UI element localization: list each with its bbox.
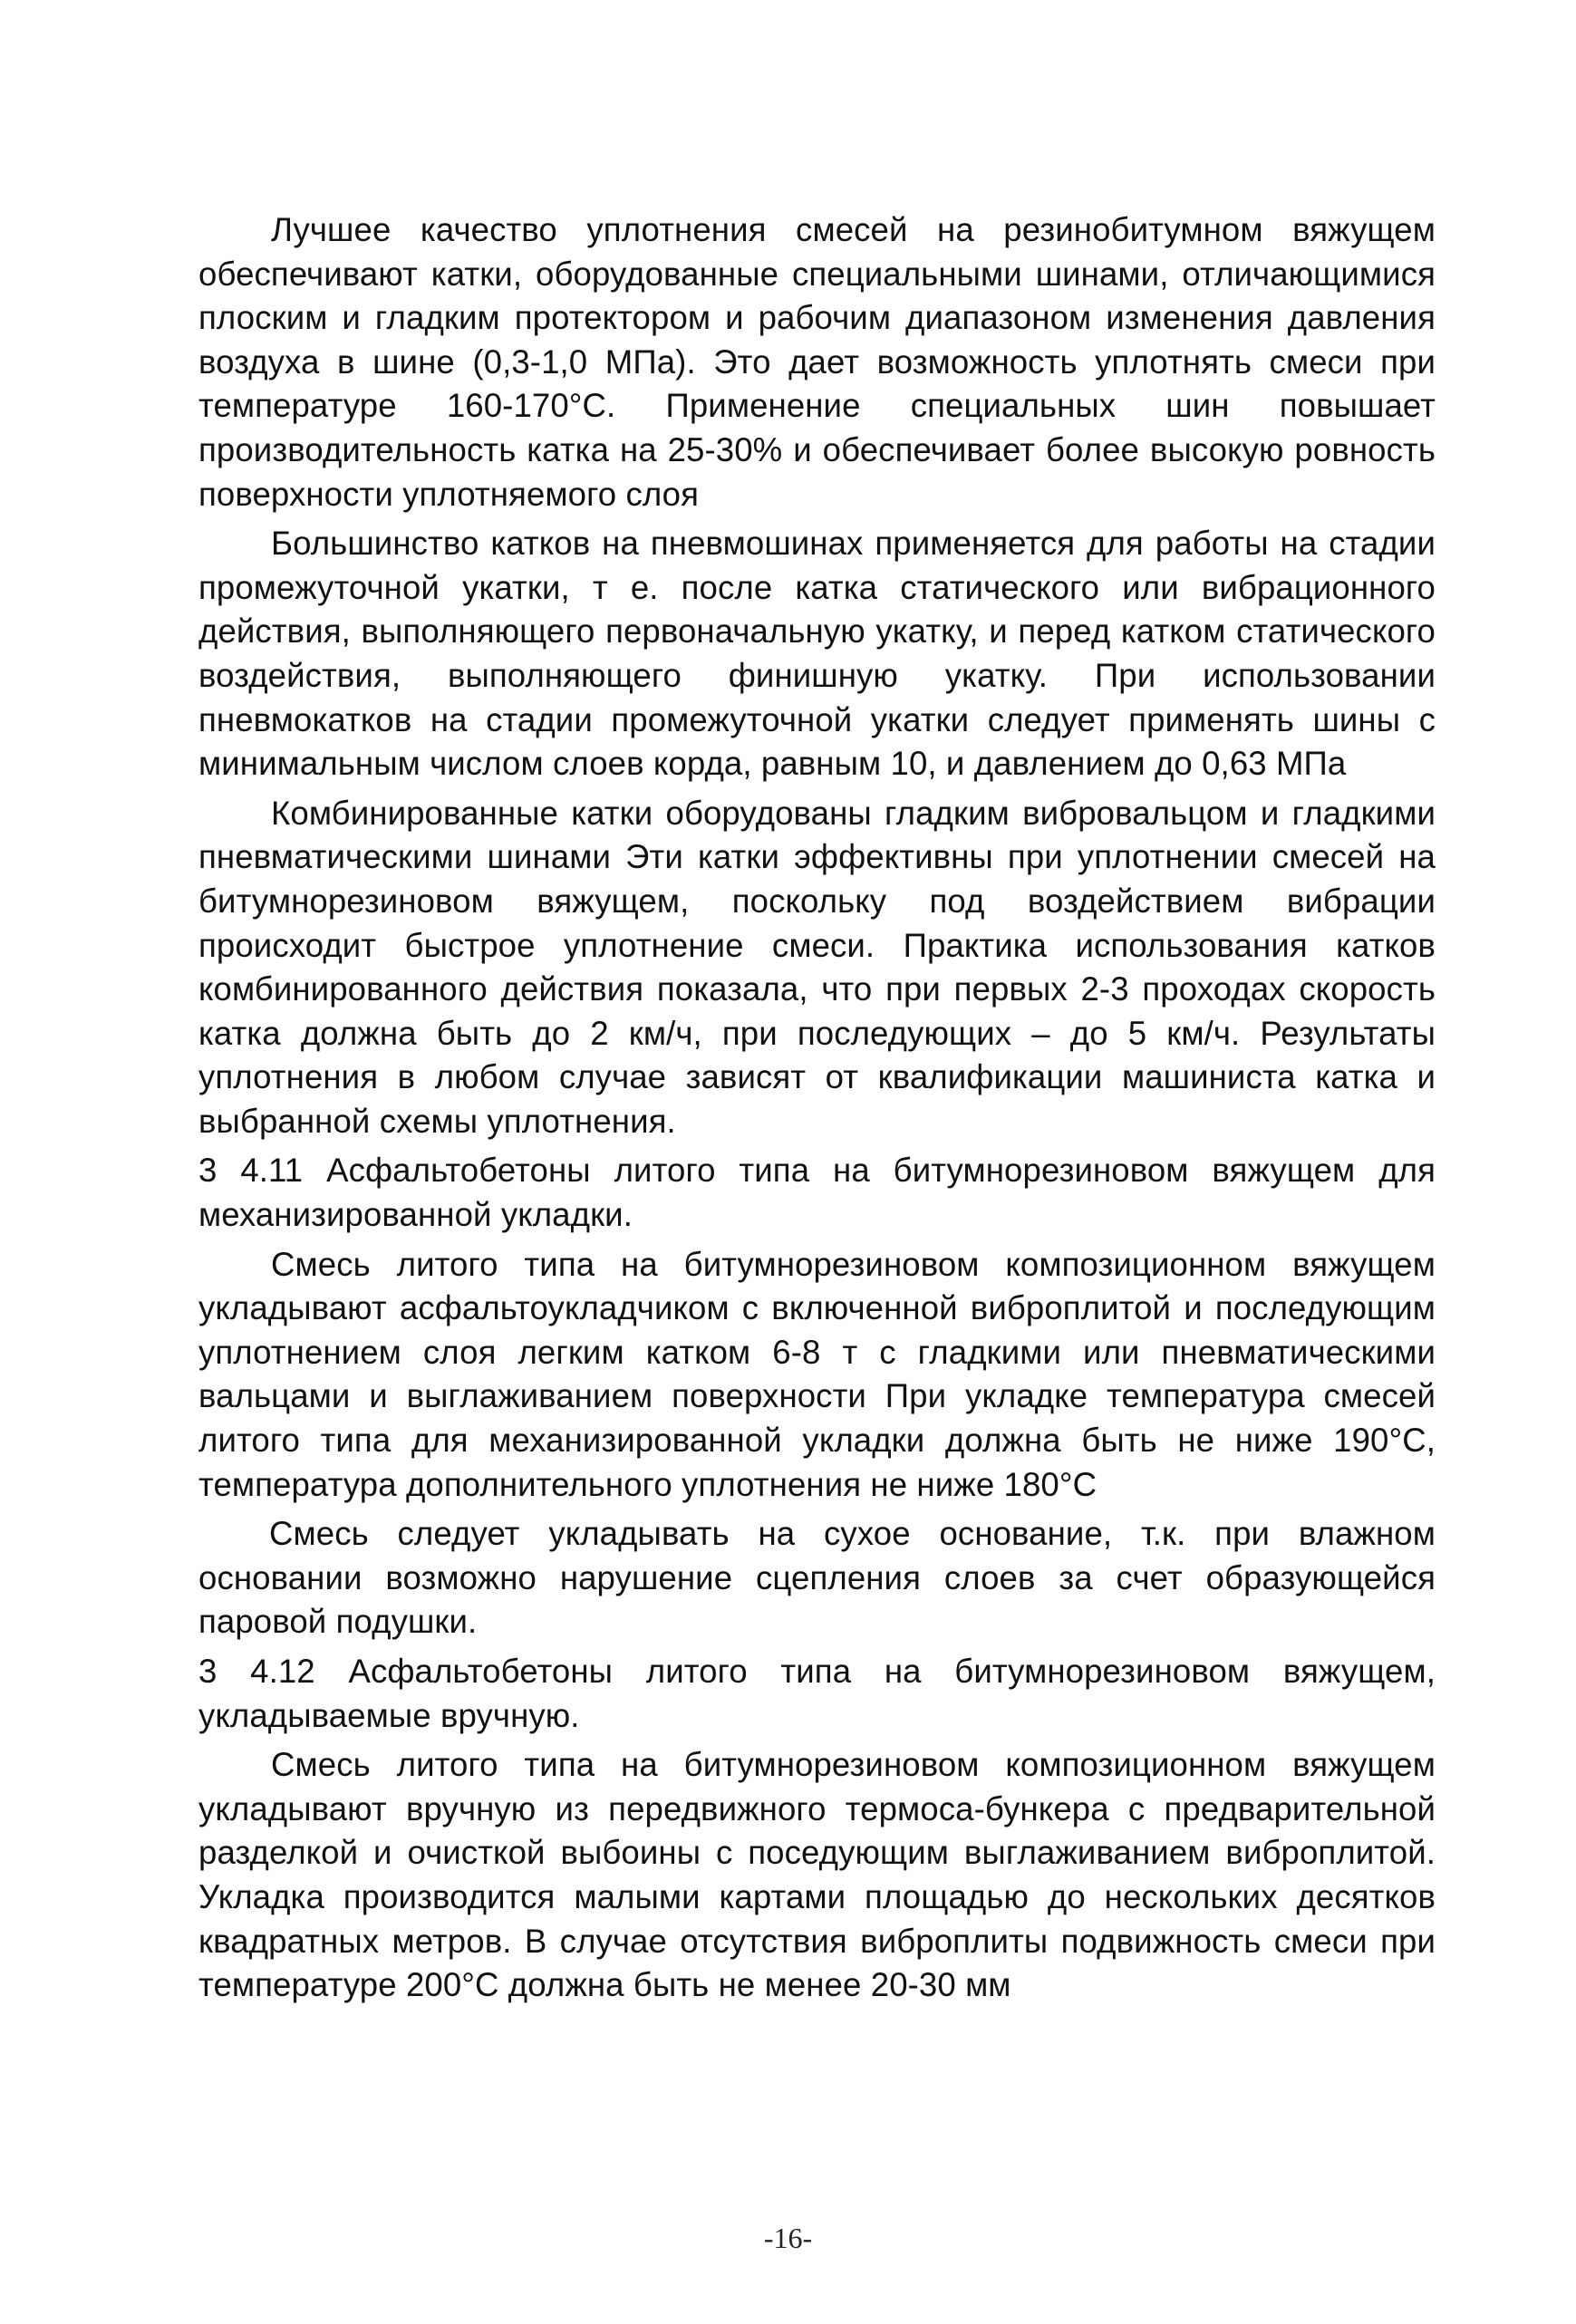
- section-heading-3-4-11: 3 4.11 Асфальтобетоны литого типа на битумнорезиновом вяжущем для механизированной укладки.: [198, 1152, 1436, 1234]
- page-number: -16-: [763, 2222, 813, 2254]
- paragraph-dry-base: Смесь следует укладывать на сухое основание, т.к. при влажном основании возможно нарушение сцепления слоев за счет образующейся паровой подушки.: [198, 1515, 1436, 1641]
- section-heading-3-4-12: 3 4.12 Асфальтобетоны литого типа на битумнорезиновом вяжущем, укладываемые вручную.: [198, 1653, 1436, 1734]
- paragraph-pneumatic-rollers: Большинство катков на пневмошинах применяется для работы на стадии промежуточной укатки, т е. после катка статического или вибрационного действия, выполняющего первоначальную укатку, и перед катком статического воздействия, выполняющего финишную укатку. При использовании пневмокатков на стадии промежуточной укатки следует применять шины с минимальным числом слоев корда, равным 10, и давлением до 0,63 МПа: [198, 525, 1436, 783]
- paragraph-combined-rollers: Комбинированные катки оборудованы гладким вибровальцом и гладкими пневматическими шинами Эти катки эффективны при уплотнении смесей на битумнорезиновом вяжущем, поскольку под воздействием вибрации происходит быстрое уплотнение смеси. Практика использования катков комбинированного действия показала, что при первых 2-3 проходах скорость катка должна быть до 2 км/ч, при последующих – до 5 км/ч. Результаты уплотнения в любом случае зависят от квалификации машиниста катка и выбранной схемы уплотнения.: [198, 794, 1436, 1140]
- paragraph-manual-laying: Смесь литого типа на битумнорезиновом композиционном вяжущем укладывают вручную из передвижного термоса-бункера с предварительной разделкой и очисткой выбоины с поседующим выглаживанием виброплитой. Укладка производится малыми картами площадью до нескольких десятков квадратных метров. В случае отсутствия виброплиты подвижность смеси при температуре 200°С должна быть не менее 20-30 мм: [198, 1746, 1436, 2004]
- document-body: [198, 208, 1436, 2013]
- paragraph-rubber-bitumen-compaction: Лучшее качество уплотнения смесей на резинобитумном вяжущем обеспечивают катки, оборудованные специальными шинами, отличающимися плоским и гладким протектором и рабочим диапазоном изменения давления воздуха в шине (0,3-1,0 МПа). Это дает возможность уплотнять смеси при температуре 160-170°С. Применение специальных шин повышает производительность катка на 25-30% и обеспечивает более высокую ровность поверхности уплотняемого слоя: [198, 211, 1436, 513]
- paragraph-mechanized-laying: Смесь литого типа на битумнорезиновом композиционном вяжущем укладывают асфальтоукладчиком с включенной виброплитой и последующим уплотнением слоя легким катком 6-8 т с гладкими или пневматическими вальцами и выглаживанием поверхности При укладке температура смесей литого типа для механизированной укладки должна быть не ниже 190°С, температура дополнительного уплотнения не ниже 180°С: [198, 1245, 1436, 1503]
